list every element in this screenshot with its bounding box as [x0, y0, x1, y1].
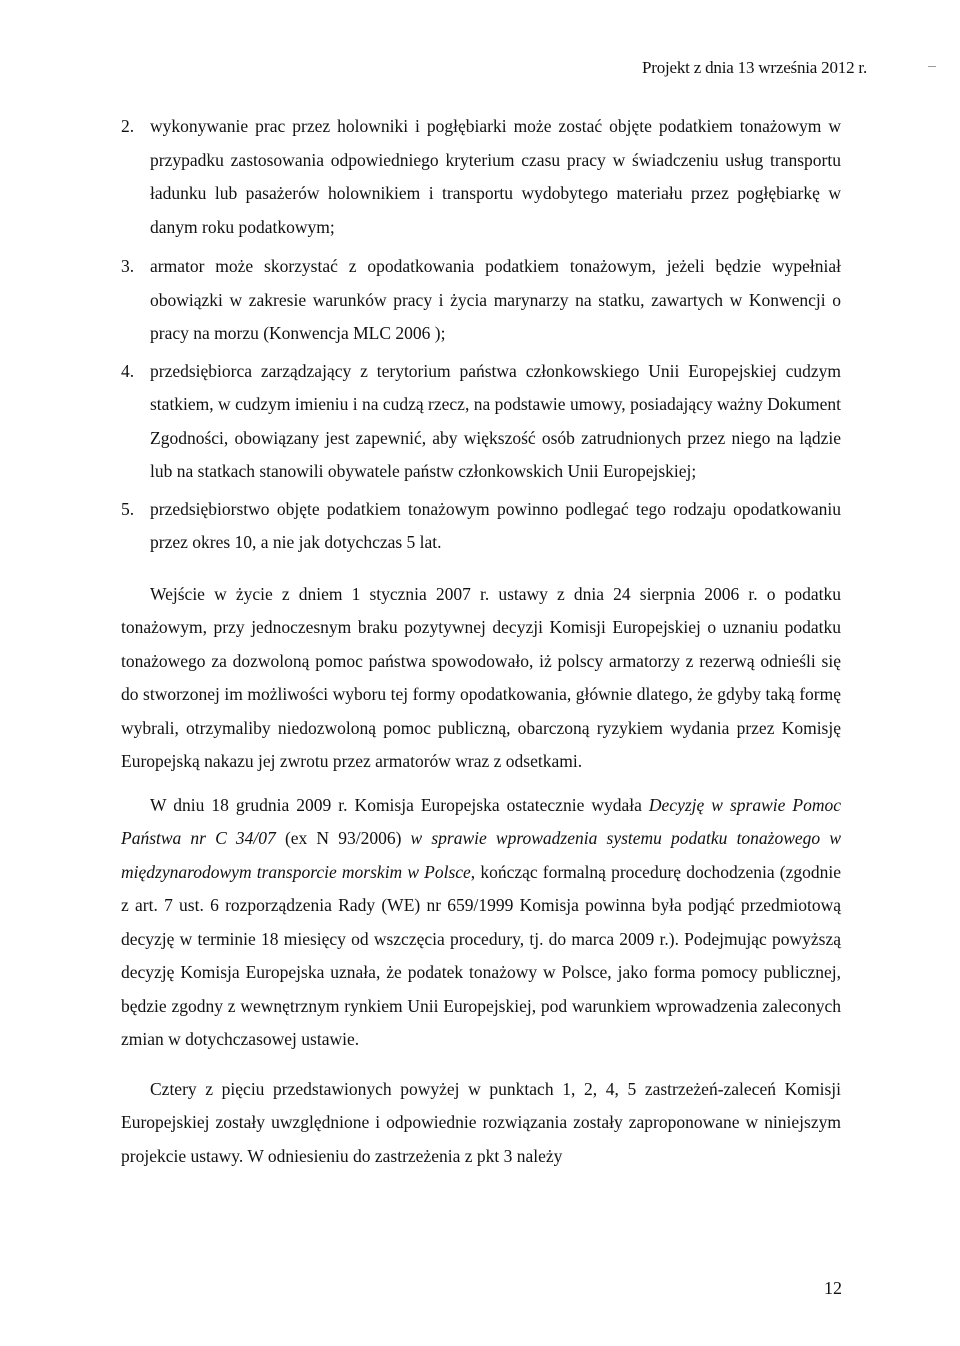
paragraph-commission-decision	[121, 789, 841, 1057]
paragraph-recommendations: Cztery z pięciu przedstawionych powyżej w punktach 1, 2, 4, 5 zastrzeżeń-zaleceń Komisji Europejskiej zostały uwzględnione i odpowiednie rozwiązania zostały zaproponowane w niniejszym projekcie ustawy. W odniesieniu do zastrzeżenia z pkt 3 należy	[121, 1078, 841, 1166]
list-item	[121, 110, 841, 244]
document-body	[121, 110, 841, 1173]
header-project-date: Projekt z dnia 13 września 2012 r.	[641, 58, 867, 77]
list-item-text: wykonywanie prac przez holowniki i pogłębiarki może zostać objęte podatkiem tonażowym w przypadku zastosowania odpowiedniego kryterium czasu pracy w świadczeniu usług transportu ładunku lub pasażerów holownikiem i transportu wydobytego materiału przez pogłębiarkę w danym roku podatkowym;	[150, 116, 841, 237]
list-item	[121, 493, 841, 560]
list-item-text: przedsiębiorca zarządzający z terytorium państwa członkowskiego Unii Europejskiej cudzym statkiem, w cudzym imieniu i na cudzą rzecz, na podstawie umowy, posiadający ważny Dokument Zgodności, obowiązany jest zapewnić, aby większość osób zatrudnionych przez niego na lądzie lub na statkach stanowili obywatele państw członkowskich Unii Europejskiej;	[150, 360, 841, 481]
paragraph-text: W dniu 18 grudnia 2009 r. Komisja Europejska ostatecznie wydała	[150, 794, 649, 815]
list-item	[121, 250, 841, 351]
paragraph-text: (ex N 93/2006)	[275, 828, 411, 848]
scan-mark	[928, 66, 936, 67]
decision-subject: w sprawie wprowadzenia systemu podatku tonażowego w międzynarodowym transporcie morskim w Polsce	[121, 828, 841, 882]
list-item	[121, 355, 841, 489]
list-item-number: 4.	[121, 360, 135, 381]
list-item-number: 3.	[121, 256, 135, 276]
paragraph-entry-into-force: Wejście w życie z dniem 1 stycznia 2007 r. ustawy z dnia 24 sierpnia 2006 r. o podatku tonażowym, przy jednoczesnym braku pozytywnej decyzji Komisji Europejskiej o uznaniu podatku tonażowego za dozwoloną pomoc państwa spowodowało, iż polscy armatorzy z rezerwą odnieśli się do stworzonej im możliwości wyboru tej formy opodatkowania, głównie dlatego, że gdyby taką formę wybrali, otrzymaliby niedozwoloną pomoc publiczną, obarczoną ryzykiem wydania przez Komisję Europejską nakazu jej zwrotu przez armatorów wraz z odsetkami.	[121, 583, 841, 771]
page-number: 12	[824, 1278, 842, 1298]
list-item-number: 2.	[121, 116, 135, 136]
list-item-text: armator może skorzystać z opodatkowania podatkiem tonażowym, jeżeli będzie wypełniał obowiązki w zakresie warunków pracy i życia marynarzy na statku, zawartych w Konwencji o pracy na morzu (Konwencja MLC 2006 );	[150, 256, 841, 343]
paragraph-text: , kończąc formalną procedurę dochodzenia (zgodnie z art. 7 ust. 6 rozporządzenia Rady (WE) nr 659/1999 Komisja powinna była podjąć przedmiotową decyzję w terminie 18 miesięcy od wszczęcia procedury, tj. do marca 2009 r.). Podejmując powyższą decyzję Komisja Europejska uznała, że podatek tonażowy w Polsce, jako forma pomocy publicznej, będzie zgodny z wewnętrznym rynkiem Unii Europejskiej, pod warunkiem wprowadzenia zaleconych zmian w dotychczasowej ustawie.	[121, 861, 841, 1049]
amendment-list	[121, 110, 841, 560]
list-item-text: przedsiębiorstwo objęte podatkiem tonażowym powinno podlegać tego rodzaju opodatkowaniu przez okres 10, a nie jak dotychczas 5 lat.	[150, 498, 841, 552]
decision-title: Decyzję w sprawie Pomoc Państwa nr C 34/07	[121, 794, 841, 848]
list-item-number: 5.	[121, 498, 135, 519]
